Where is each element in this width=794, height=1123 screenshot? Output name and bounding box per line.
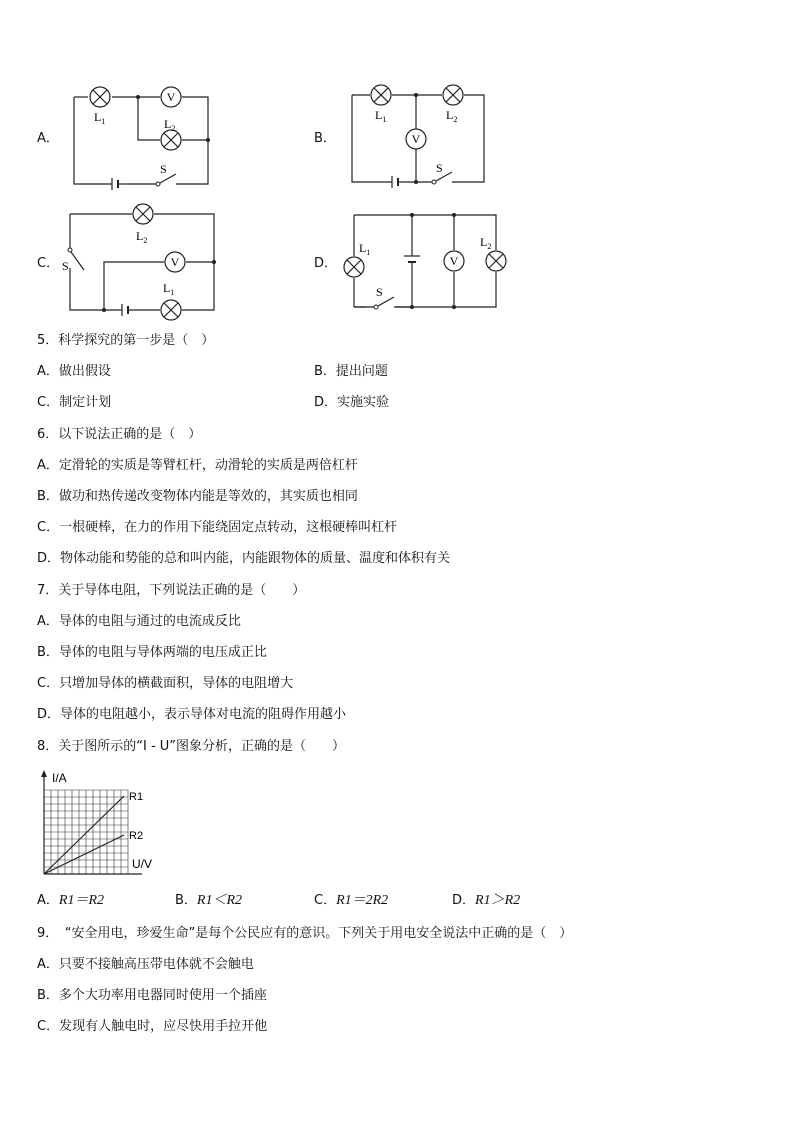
q6-stem: 6．以下说法正确的是（ ） (37, 427, 202, 442)
q7-stem: 7．关于导体电阻，下列说法正确的是（ ） (37, 583, 306, 598)
iu-chart (30, 770, 170, 878)
q7-option-b: B．导体的电阻与导体两端的电压成正比 (37, 645, 267, 660)
option-d-label: D． (314, 256, 338, 271)
option-a-label: A． (37, 131, 59, 146)
svg-text:L1: $L_1$ (359, 241, 371, 257)
q8-option-c: C．R1＝2R2 (314, 893, 389, 908)
option-c-label: C． (37, 256, 60, 271)
svg-text:S: S (376, 285, 383, 299)
q5-option-d: D．实施实验 (314, 395, 390, 410)
series-label-r1: R1 (129, 791, 144, 803)
svg-text:S: S (160, 162, 167, 176)
q9-stem: 9． “安全用电，珍爱生命”是每个公民应有的意识。下列关于用电安全说法中正确的是（ ） (37, 926, 573, 941)
q9-option-b: B．多个大功率用电器同时使用一个插座 (37, 988, 267, 1003)
q9-option-c: C．发现有人触电时，应尽快用手拉开他 (37, 1019, 268, 1034)
q6-option-d: D．物体动能和势能的总和叫内能，内能跟物体的质量、温度和体积有关 (37, 551, 451, 566)
voltmeter-label-a: V (166, 90, 176, 104)
q7-option-c: C．只增加导体的横截面积，导体的电阻增大 (37, 676, 294, 691)
series-line-r1 (44, 796, 124, 874)
circuit-b (352, 85, 484, 188)
svg-text:L1: $L_1$ (94, 110, 106, 126)
q8-option-b: B．R1＜R2 (175, 893, 243, 908)
q5-option-a: A．做出假设 (37, 364, 111, 379)
q8-option-a: A．R1＝R2 (37, 893, 105, 908)
series-label-r2: R2 (129, 830, 144, 842)
svg-text:L2: $L_2$ (136, 229, 148, 245)
circuit-d (344, 213, 506, 310)
option-b-label: B． (314, 131, 336, 146)
circuit-a-diagram (0, 0, 794, 330)
x-axis-label: U/V (132, 857, 153, 871)
svg-text:V: V (449, 254, 459, 268)
svg-text:V: V (411, 132, 421, 146)
svg-text:L1: $L_1$ (375, 108, 387, 124)
q6-option-a: A．定滑轮的实质是等臂杠杆，动滑轮的实质是两倍杠杆 (37, 458, 358, 473)
svg-text:S: S (436, 161, 443, 175)
svg-text:L2: $L_2$ (480, 235, 492, 251)
svg-text:S: S (62, 259, 69, 273)
q5-option-c: C．制定计划 (37, 395, 112, 410)
circuit-a (74, 87, 210, 190)
svg-text:L2: $L_2$ (164, 117, 176, 133)
q8-option-d: D．R1＞R2 (452, 893, 521, 908)
q6-option-c: C．一根硬棒，在力的作用下能绕固定点转动，这根硬棒叫杠杆 (37, 520, 398, 535)
q8-stem: 8．关于图所示的“I - U”图象分析，正确的是（ ） (37, 739, 346, 754)
svg-text:L1: $L_1$ (163, 281, 175, 297)
q9-option-a: A．只要不接触高压带电体就不会触电 (37, 957, 254, 972)
y-axis-label: I/A (52, 771, 67, 785)
q7-option-d: D．导体的电阻越小，表示导体对电流的阻碍作用越小 (37, 707, 347, 722)
q7-option-a: A．导体的电阻与通过的电流成反比 (37, 614, 241, 629)
svg-text:L2: $L_2$ (446, 108, 458, 124)
q5-stem: 5．科学探究的第一步是（ ） (37, 333, 215, 348)
svg-text:V: V (170, 255, 180, 269)
series-line-r2 (44, 835, 124, 874)
q5-option-b: B．提出问题 (314, 364, 388, 379)
q6-option-b: B．做功和热传递改变物体内能是等效的，其实质也相同 (37, 489, 358, 504)
y-axis-arrow (41, 770, 47, 777)
circuit-c (62, 204, 216, 320)
